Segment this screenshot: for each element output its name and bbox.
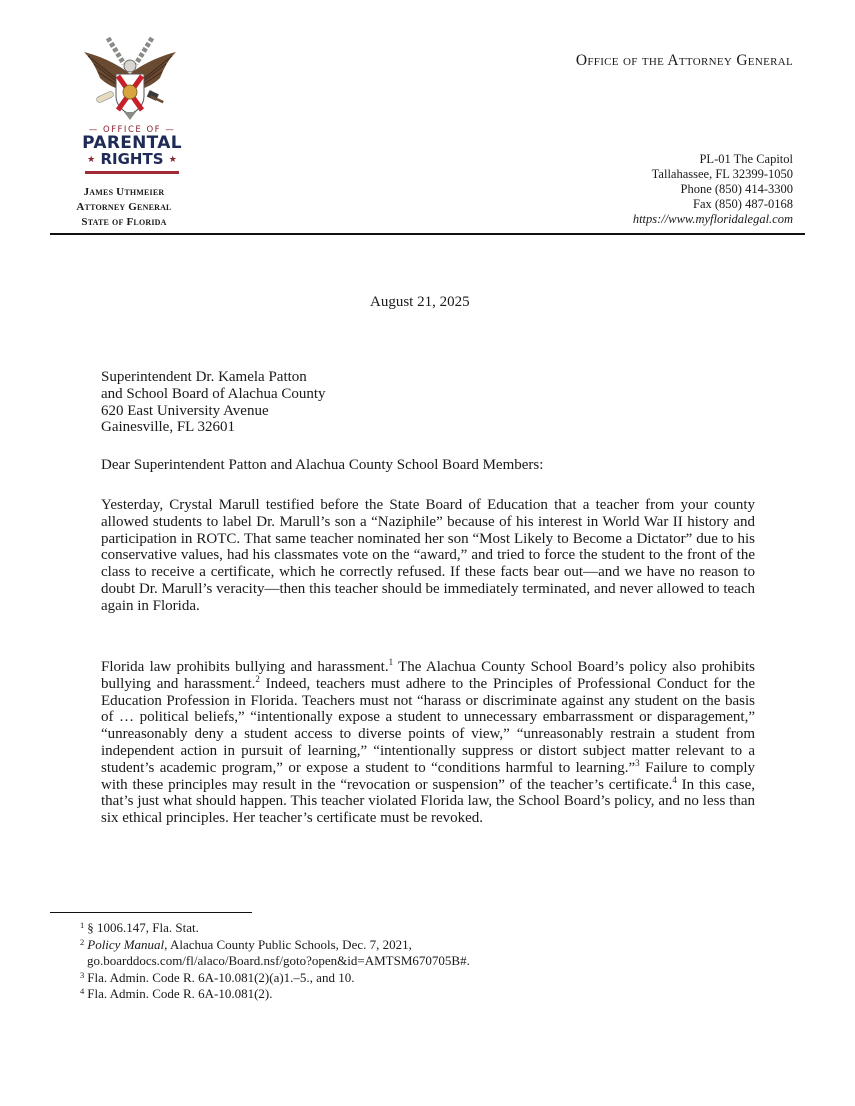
- paragraph-2-sentence: In this case, that’s just what should happen. This teacher violated Florida law, the School Board’s policy, and no less than six ethical principles. Her teacher’s certificate must be revoked.: [101, 776, 755, 827]
- footnote-text: § 1006.147, Fla. Stat.: [87, 920, 199, 935]
- footnote-1: [80, 920, 470, 937]
- footnote-italic-title: Policy Manual: [87, 936, 165, 952]
- paragraph-2-sentence: Florida law prohibits bullying and harassment.: [101, 659, 389, 675]
- footnote-text: Fla. Admin. Code R. 6A-10.081(2)(a)1.–5., and 10.: [87, 969, 355, 985]
- paragraph-2-sentence: The Alachua County School Board’s policy also prohibits bullying and harassment.: [101, 659, 755, 692]
- eagle-seal-icon: [78, 34, 182, 120]
- official-block: [54, 185, 194, 230]
- letterhead-divider: [50, 233, 805, 235]
- office-title: Office of the Attorney General: [575, 52, 793, 69]
- footnote-number: 2: [80, 936, 85, 947]
- footnote-ref-1[interactable]: 1: [388, 657, 394, 667]
- footnote-number: 1: [80, 920, 85, 930]
- paragraph-2-sentence: Indeed, teachers must adhere to the Principles of Professional Conduct for the Education Profession in Florida. Teachers must not “harass or discriminate against any student on the basis of … political beliefs,” “intentionally expose a student to unnecessary embarrassment or disparagement,” “unreasonably deny a student access to diverse points of view,” “unreasonably restrain a student from independent action in pursuit of learning,” “intentionally suppress or distort subject matter relevant to a student’s academic program,” or expose a student to “conditions harmful to learning.”: [101, 675, 755, 776]
- logo-underline: [85, 171, 179, 174]
- footnote-2: [80, 937, 470, 954]
- logo-office-of: — OFFICE OF —: [88, 125, 176, 135]
- official-name: James Uthmeier: [83, 186, 165, 198]
- paragraph-1: Yesterday, Crystal Marull testified before the State Board of Education that a teacher from your county allowed students to label Dr. Marull’s son a “Naziphile” because of his interest in World War II history and participation in ROTC. That same teacher nominated her son “Most Likely to Become a Dictator” due to his conservative values, had his classmates vote on the “award,” and tried to force the student to the front of the class to receive a certificate, which he correctly refused. If these facts bear out—and we have no reason to doubt Dr. Marull’s veracity—then this teacher should be immediately terminated, and never allowed to teach again in Florida.: [101, 497, 755, 614]
- footnotes: [80, 920, 470, 1003]
- paragraph-2-sentence: Failure to comply with these principles may result in the “revocation or suspension” of the teacher’s certificate.: [101, 759, 755, 793]
- footnote-2-url[interactable]: go.boarddocs.com/fl/alaco/Board.nsf/goto?open&id=AMTSM670705B#.: [87, 953, 470, 968]
- footnote-divider: [50, 912, 252, 913]
- footnote-number: 3: [80, 969, 85, 980]
- address-fax: Fax (850) 487-0168: [693, 197, 793, 211]
- footnote-4: [80, 986, 470, 1003]
- logo-rights-line: [68, 152, 196, 168]
- footnote-ref-2[interactable]: 2: [255, 673, 260, 684]
- salutation: Dear Superintendent Patton and Alachua County School Board Members:: [101, 457, 544, 473]
- footnote-ref-3[interactable]: 3: [635, 757, 640, 768]
- recipient-line: and School Board of Alachua County: [101, 385, 326, 402]
- address-phone: Phone (850) 414-3300: [680, 182, 793, 196]
- logo-parental: PARENTAL: [82, 133, 182, 153]
- letter-date: August 21, 2025: [370, 294, 470, 310]
- star-icon: ★: [87, 155, 96, 165]
- footnote-number: 4: [80, 986, 85, 996]
- footnote-ref-4[interactable]: 4: [672, 774, 677, 785]
- recipient-line: Gainesville, FL 32601: [101, 419, 236, 436]
- recipient-line: 620 East University Avenue: [101, 402, 269, 419]
- parental-rights-logo: [68, 125, 196, 174]
- address-line1: PL-01 The Capitol: [699, 152, 793, 166]
- official-state: State of Florida: [81, 216, 167, 228]
- office-address: [633, 152, 793, 227]
- recipient-line: Superintendent Dr. Kamela Patton: [101, 369, 307, 385]
- footnote-text: Fla. Admin. Code R. 6A-10.081(2).: [87, 986, 273, 1001]
- official-title: Attorney General: [76, 201, 172, 213]
- footnote-text: , Alachua County Public Schools, Dec. 7, 2021,: [164, 936, 412, 952]
- star-icon: ★: [168, 155, 177, 165]
- paragraph-2: [101, 659, 755, 827]
- website-link[interactable]: https://www.myfloridalegal.com: [632, 212, 793, 226]
- recipient-block: [101, 369, 326, 436]
- footnote-3: [80, 970, 470, 987]
- logo-rights: RIGHTS: [100, 150, 164, 168]
- address-line2: Tallahassee, FL 32399-1050: [651, 167, 793, 181]
